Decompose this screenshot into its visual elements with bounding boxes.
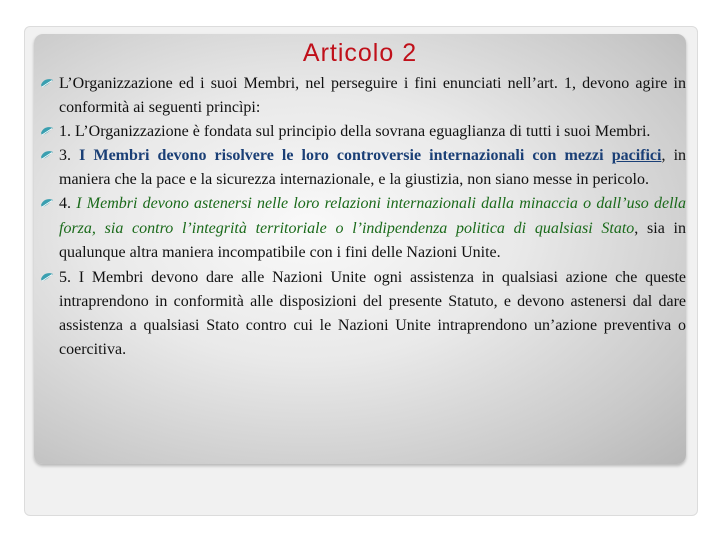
leaf-bullet-icon bbox=[40, 149, 54, 163]
highlight-text bbox=[79, 147, 661, 164]
slide-title: Articolo 2 bbox=[302, 39, 418, 67]
article-body bbox=[40, 72, 686, 362]
item-text: 5. I Membri devono dare alle Nazioni Unite ogni assistenza in qualsiasi azione che queste intraprendono in conformità alle disposizioni del presente Statuto, e devono astenersi dal dare assistenza a qualsiasi Stato contro cui le Nazioni Unite intraprendono un’azione preventiva o coercitiva. bbox=[59, 268, 686, 358]
list-item bbox=[40, 120, 686, 144]
list-item bbox=[40, 192, 686, 266]
list-item bbox=[40, 144, 686, 192]
item-prefix: 3. bbox=[59, 147, 80, 164]
list-item bbox=[40, 72, 686, 120]
leaf-bullet-icon bbox=[40, 197, 54, 211]
item-rest: , sia in qualunque altra maniera incompatibile con i fini delle Nazioni Unite. bbox=[59, 219, 687, 262]
item-text: 1. L’Organizzazione è fondata sul principio della sovrana eguaglianza di tutti i suoi Membri. bbox=[59, 123, 651, 140]
highlight-text-part: I Membri devono risolvere le loro controversie internazionali con mezzi bbox=[79, 147, 612, 164]
leaf-bullet-icon bbox=[40, 77, 54, 91]
highlight-text: I Membri devono astenersi nelle loro relazioni internazionali dalla minaccia o dall’uso della forza, sia contro l’integrità territoriale o l’indipendenza politica di qualsiasi Stato bbox=[59, 195, 687, 237]
item-rest: , in maniera che la pace e la sicurezza internazionale, e la giustizia, non siano messe in pericolo. bbox=[59, 147, 687, 188]
highlight-text-underlined: pacifici bbox=[611, 147, 662, 164]
leaf-bullet-icon bbox=[40, 125, 54, 139]
leaf-bullet-icon bbox=[40, 271, 54, 285]
item-prefix: 4. bbox=[59, 195, 77, 212]
list-item bbox=[40, 266, 686, 362]
item-text: L’Organizzazione ed i suoi Membri, nel perseguire i fini enunciati nell’art. 1, devono agire in conformità ai seguenti princìpi: bbox=[59, 75, 686, 116]
